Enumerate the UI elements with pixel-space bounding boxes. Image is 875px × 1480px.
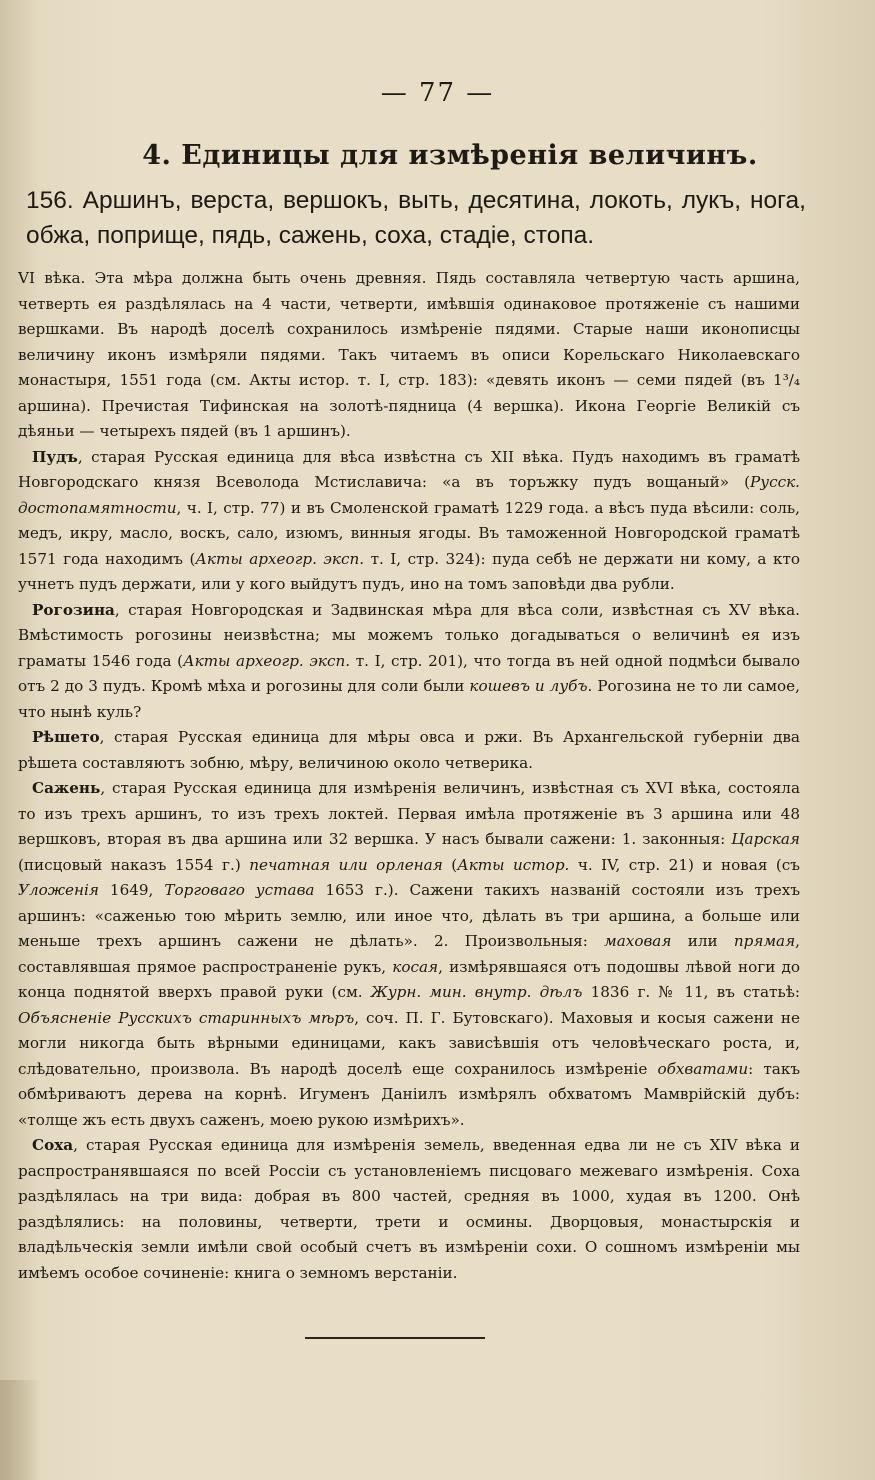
- italic-text: косая: [392, 957, 439, 976]
- body-text: [18, 266, 800, 1286]
- text: т. I, стр. 201), что тогда въ ней одной подмѣси бывало отъ 2 до 3 пудъ. Кромѣ мѣха и рогозины для соли были: [18, 651, 800, 695]
- text: 1836 г. № 11, въ статьѣ:: [582, 983, 800, 1001]
- italic-text: прямая: [733, 932, 796, 950]
- citation: Русск. достопамятности: [18, 473, 800, 517]
- text: или: [671, 932, 734, 950]
- paragraph-pyad: VI вѣка. Эта мѣра должна быть очень древняя. Пядь составляла четвертую часть аршина, четверть ея раздѣлялась на 4 части, четверти, имѣвшія одинаковое протяженіе съ нашими вершками. Въ народѣ доселѣ сохранилось измѣреніе пядями. Старые наши иконописцы величину иконъ измѣряли пядями. Такъ читаемъ въ описи Корельскаго Николаевскаго монастыря, 1551 года (см. Акты истор. т. I, стр. 183): «девять иконъ — семи пядей (въ 1³/₄ аршина). Пречистая Тифинская на золотѣ-пядница (4 вершка). Икона Георгіе Великій съ дѣяньи — четырехъ пядей (въ 1 аршинъ).: [18, 269, 800, 440]
- text: (: [442, 855, 458, 874]
- text: , измѣрявшаяся отъ подошвы лѣвой ноги до конца поднятой вверхъ правой руки (см.: [18, 957, 801, 1001]
- citation: Акты археогр. эксп.: [183, 651, 351, 670]
- paper-stain: [0, 1380, 40, 1480]
- entry-lead: 156. Аршинъ, верста, вершокъ, выть, десятина, локоть, лукъ, нога, обжа, поприще, пядь, сажень, соха, стадіе, стопа.: [26, 187, 806, 249]
- text: , ч. I, стр. 77) и въ Смоленской граматѣ 1229 года. а вѣсъ пуда вѣсили: соль, медъ, икру, масло, воскъ, сало, изюмъ, винныя ягоды. Въ таможенной Новгородской граматѣ 1571 года находимъ (: [18, 498, 800, 568]
- citation: Акты археогр. эксп.: [195, 549, 365, 568]
- italic-text: маховая: [604, 932, 672, 950]
- paragraph-rogozina: [18, 598, 800, 726]
- term-pud: Пудъ: [32, 447, 78, 466]
- citation: Объясненіе Русскихъ старинныхъ мѣръ: [18, 1008, 355, 1027]
- text: , составлявшая прямое распространеніе рукъ,: [18, 932, 800, 976]
- term-soha: Соха: [32, 1136, 74, 1154]
- citation: Журн. мин. внутр. дѣлъ: [370, 983, 583, 1001]
- paragraph-soha: [18, 1133, 800, 1286]
- text: (писцовый наказъ 1554 г.): [18, 855, 250, 874]
- text: т. I, стр. 324): пуда себѣ не держати ни кому, а кто учнетъ пудъ держати, или у кого выйдутъ пудъ, ино на томъ заповѣди два рубли.: [18, 549, 801, 593]
- term-rogozina: Рогозина: [32, 600, 115, 619]
- text: , старая Русская единица для мѣры овса и ржи. Въ Архангельской губерніи два рѣшета составляютъ зобню, мѣру, величиною около четверика.: [18, 728, 800, 772]
- term-resheto: Рѣшето: [32, 728, 100, 746]
- text: , старая Русская единица для измѣренія величинъ, извѣстная съ XVI вѣка, состояла то изъ трехъ аршинъ, то изъ трехъ локтей. Первая имѣла протяженіе въ 3 аршина или 48 вершковъ, вторая въ два аршина или 32 вершка. У насъ бывали сажени: 1. законныя:: [18, 779, 800, 848]
- paragraph-pud: [18, 445, 800, 598]
- italic-text: кошевъ и лубъ: [469, 677, 588, 695]
- text: 1649,: [98, 881, 165, 899]
- text: , старая Русская единица для измѣренія земель, введенная едва ли не съ XIV вѣка и распространявшаяся по всей Россіи съ установленіемъ писцоваго межеваго измѣренія. Соха раздѣлялась на три вида: добрая въ 800 частей, средняя въ 1000, худая въ 1200. Онѣ раздѣлялись: на половины, четверти, трети и осмины. Дворцовыя, монастырскія и владѣльческія земли имѣли свой особый счетъ въ измѣреніи сохи. О сошномъ измѣреніи мы имѣемъ особое сочиненіе: книга о земномъ верстаніи.: [18, 1136, 800, 1282]
- citation: Акты истор.: [457, 855, 570, 874]
- citation: Уложенія: [18, 881, 99, 899]
- text: . Рогозина не то ли самое, что нынѣ куль?: [18, 677, 800, 721]
- page-number: — 77 —: [380, 78, 495, 108]
- paragraph-resheto: [18, 725, 800, 776]
- text: , старая Новгородская и Задвинская мѣра для вѣса соли, извѣстная съ XV вѣка. Вмѣстимость рогозины неизвѣстна; мы можемъ только догадываться о величинѣ ея изъ граматы 1546 года (: [18, 600, 800, 670]
- italic-text: печатная или орленая: [249, 855, 443, 874]
- text: ч. IV, стр. 21) и новая (съ: [569, 855, 800, 874]
- term-sazhen: Сажень: [32, 779, 101, 797]
- text: 1653 г.). Сажени такихъ названій состояли изъ трехъ аршинъ: «саженью тою мѣрить землю, или иное что, дѣлать въ три аршина, а больше или меньше трехъ аршинъ сажени не дѣлать». 2. Произвольныя:: [18, 881, 800, 950]
- italic-text: обхватами: [657, 1059, 749, 1078]
- closing-rule: [305, 1337, 485, 1339]
- text: : такъ обмѣриваютъ дерева на корнѣ. Игуменъ Даніилъ измѣрялъ обхватомъ Мамврійскій дубъ: «толще жъ есть двухъ саженъ, моею рукою измѣрихъ».: [18, 1059, 800, 1129]
- italic-text: Царская: [731, 830, 800, 848]
- citation: Торговаго устава: [164, 881, 315, 899]
- paragraph-sazhen: [18, 776, 800, 1133]
- text: , старая Русская единица для вѣса извѣстна съ XII вѣка. Пудъ находимъ въ граматѣ Новгородскаго князя Всеволода Мстиславича: «а въ торъжку пудъ вощаный» (: [18, 447, 800, 491]
- text: , соч. П. Г. Бутовскаго). Маховыя и косыя сажени не могли никогда быть вѣрными единицами, какъ зависѣвшія отъ человѣческаго роста, и, слѣдовательно, произвола. Въ народѣ доселѣ еще сохранилось измѣреніе: [18, 1008, 800, 1078]
- section-heading: 4. Единицы для измѣренія величинъ.: [142, 140, 758, 171]
